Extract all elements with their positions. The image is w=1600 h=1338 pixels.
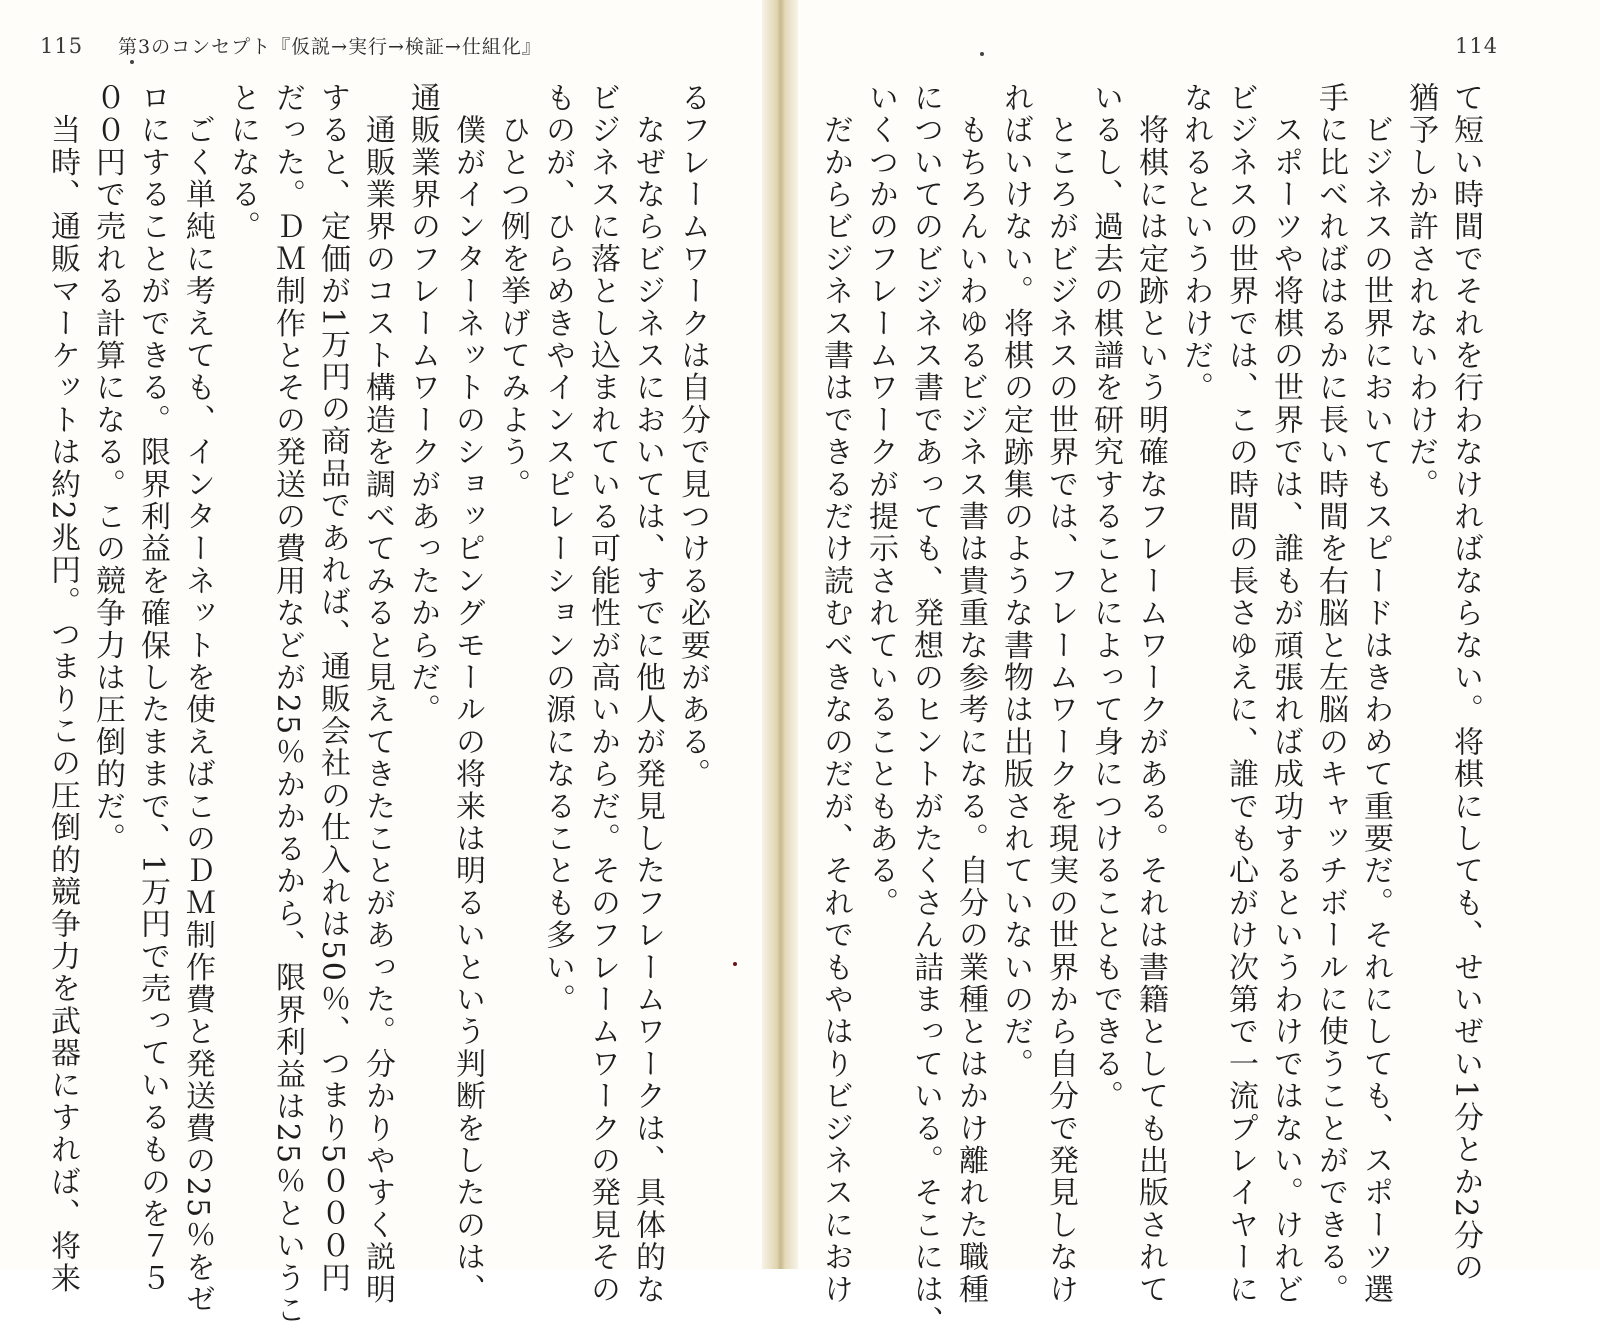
right-page-body-text: て短い時間でそれを行わなければならない。将棋にしても、せいぜい1分とか2分の 猶予しか許されないわけだ。 ビジネスの世界においてもスピードはきわめて重要だ。それにしても、スポーツ選 手に比べればはるかに長い時間を右脳と左脳のキャッチボールに使うことができる。 スポーツや将棋の世界では、誰もが頑張れば成功するというわけではない。けれど ビジネスの世界では、この時間の長さゆえに、誰でも心がけ次第で一流プレイヤーに なれるというわけだ。 将棋には定跡という明確なフレームワークがある。それは書籍としても出版されて いるし、過去の棋譜を研究することによって身につけることもできる。 ところがビジネスの世界では、フレームワークを現実の世界から自分で発見しなけ ればいけない。将棋の定跡集のような書物は出版されていないのだ。 もちろんいわゆるビジネス書は貴重な参考になる。自分の業種とはかけ離れた職種 についてのビジネス書であっても、発想のヒントがたくさん詰まっている。そこには、 いくつかのフレームワークが提示されていることもある。 だからビジネス書はできるだけ読むべきなのだが、それでもやはりビジネスにおけ bbox=[818, 82, 1483, 1338]
book-gutter bbox=[762, 0, 798, 1269]
print-speck bbox=[733, 962, 737, 966]
left-page-body-text: るフレームワークは自分で見つける必要がある。 なぜならビジネスにおいては、すでに他人が発見したフレームワークは、具体的な ビジネスに落とし込まれている可能性が高いからだ。そのフレームワークの発見その ものが、ひらめきやインスピレーションの源になることも多い。 ひとつ例を挙げてみよう。 僕がインターネットのショッピングモールの将来は明るいという判断をしたのは、 通販業界のフレームワークがあったからだ。 通販業界のコスト構造を調べてみると見えてきたことがあった。分かりやすく説明 すると、定価が1万円の商品であれば、通販会社の仕入れは50％、つまり5０００円 だった。ＤＭ制作とその発送の費用などが25％かかるから、限界利益は25％というこ とになる。 ごく単純に考えても、インターネットを使えばこのＤＭ制作費と発送費の25％をゼ ロにすることができる。限界利益を確保したままで、1万円で売っているものを７５ ００円で売れる計算になる。この競争力は圧倒的だ。 当時、通販マーケットは約2兆円。つまりこの圧倒的競争力を武器にすれば、将来 bbox=[45, 82, 710, 1327]
left-page-number: 115 bbox=[40, 34, 84, 58]
print-speck bbox=[130, 60, 134, 64]
running-head: 第3のコンセプト『仮説→実行→検証→仕組化』 bbox=[118, 36, 542, 58]
print-speck bbox=[980, 52, 984, 56]
right-page-number: 114 bbox=[1455, 34, 1499, 58]
